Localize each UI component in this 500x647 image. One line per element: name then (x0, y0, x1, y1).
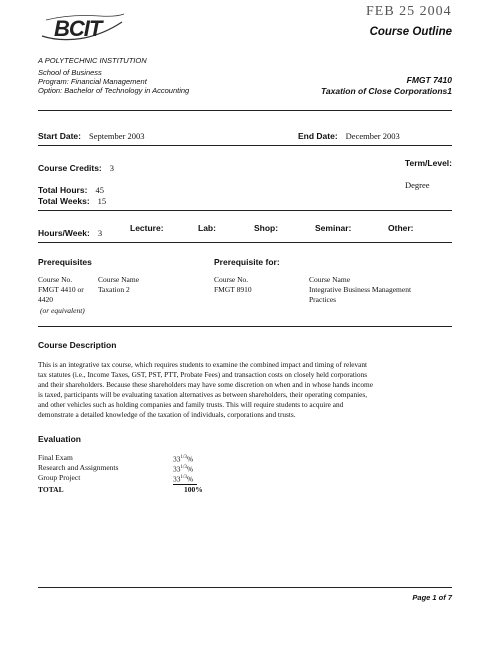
prereqfor-col-no: Course No. (214, 275, 249, 284)
evaluation-total-row (38, 485, 218, 495)
total-hours-value: 45 (95, 185, 104, 195)
hours-per-week (38, 223, 102, 241)
option-name: Option: Bachelor of Technology in Accounting (38, 86, 190, 95)
seminar-label: Seminar: (315, 223, 352, 233)
prereq-col-no: Course No. (38, 275, 73, 284)
total-weeks-label: Total Weeks: (38, 196, 90, 206)
course-credits-label: Course Credits: (38, 163, 102, 173)
start-date-value: September 2003 (88, 131, 145, 141)
start-date-label: Start Date: (38, 131, 81, 141)
end-date-label: End Date: (298, 131, 338, 141)
program-name: Program: Financial Management (38, 77, 147, 86)
evaluation-table (38, 453, 218, 495)
evaluation-pct: $33^{1/3}\%$ (173, 464, 194, 474)
prerequisites-title: Prerequisites (38, 257, 92, 267)
evaluation-item: Group Project (38, 473, 81, 482)
prereq-row-name: Taxation 2 (98, 285, 130, 294)
prereqfor-row-name: Integrative Business Management (309, 285, 412, 294)
end-date (298, 126, 400, 144)
evaluation-row (38, 473, 218, 483)
prereqfor-row-name2: Practices (309, 295, 337, 304)
divider (38, 242, 452, 243)
prereqfor-col-name: Course Name (309, 275, 351, 284)
prereq-note: (or equivalent) (40, 306, 85, 315)
other-label: Other: (388, 223, 414, 233)
bcit-logo (40, 12, 126, 44)
description-line: and other vehicles such as holding companies and family trusts. This will require students to acquire and (38, 400, 344, 409)
hours-week-value: 3 (97, 228, 103, 238)
hours-week-label: Hours/Week: (38, 228, 90, 238)
description-line: tax statutes (i.e., Income Taxes, GST, PST, PTT, Probate Fees) and transaction costs on closely held corporations (38, 370, 368, 379)
evaluation-item: Research and Assignments (38, 463, 119, 472)
total-weeks-value: 15 (97, 196, 107, 206)
term-level-label: Term/Level: (404, 158, 452, 168)
lab-label: Lab: (198, 223, 216, 233)
evaluation-total-value: 100% (184, 485, 203, 494)
description-line: demonstrate a detailed knowledge of the taxation of individuals, corporations and trusts. (38, 410, 296, 419)
institution-tagline: A POLYTECHNIC INSTITUTION (38, 56, 147, 65)
evaluation-pct: $33^{1/3}\%$ (173, 473, 197, 485)
divider (38, 210, 452, 211)
course-description-body (38, 360, 458, 420)
description-line: and their shareholders. Because these shareholders may have some discretion on when and in whose hands income (38, 380, 373, 389)
evaluation-item: Final Exam (38, 453, 73, 462)
evaluation-total-label: TOTAL (38, 485, 64, 494)
divider (38, 326, 452, 327)
term-level-value: Degree (405, 180, 430, 190)
divider (38, 110, 452, 111)
start-date (38, 126, 144, 144)
prereqfor-row-no: FMGT 8910 (214, 285, 252, 294)
total-weeks (38, 191, 106, 209)
evaluation-row (38, 453, 218, 463)
divider (38, 145, 452, 146)
lecture-label: Lecture: (130, 223, 164, 233)
school-name: School of Business (38, 68, 102, 77)
evaluation-title: Evaluation (38, 434, 81, 444)
page-number: Page 1 of 7 (412, 593, 452, 602)
description-line: is taxed, participants will be evaluating taxation alternatives as between shareholders, their operating companies, (38, 390, 368, 399)
total-hours-label: Total Hours: (38, 185, 88, 195)
prerequisite-for-title: Prerequisite for: (214, 257, 280, 267)
prereq-row-no2: 4420 (38, 295, 53, 304)
footer-divider (38, 587, 452, 588)
course-title: Taxation of Close Corporations1 (321, 86, 452, 96)
end-date-value: December 2003 (345, 131, 400, 141)
shop-label: Shop: (254, 223, 279, 233)
course-description-title: Course Description (38, 340, 117, 350)
course-credits-value: 3 (109, 163, 115, 173)
evaluation-row (38, 463, 218, 473)
course-credits (38, 158, 114, 176)
received-stamp: FEB 25 2004 (366, 4, 452, 19)
evaluation-pct: $33^{1/3}\%$ (173, 454, 194, 464)
document-type: Course Outline (369, 26, 452, 38)
logo-text: BCIT (54, 16, 102, 41)
course-code: FMGT 7410 (406, 75, 452, 85)
description-line: This is an integrative tax course, which requires students to examine the combined impact and timing of relevant (38, 360, 368, 369)
prereq-row-no: FMGT 4410 or (38, 285, 84, 294)
prereq-col-name: Course Name (98, 275, 140, 284)
